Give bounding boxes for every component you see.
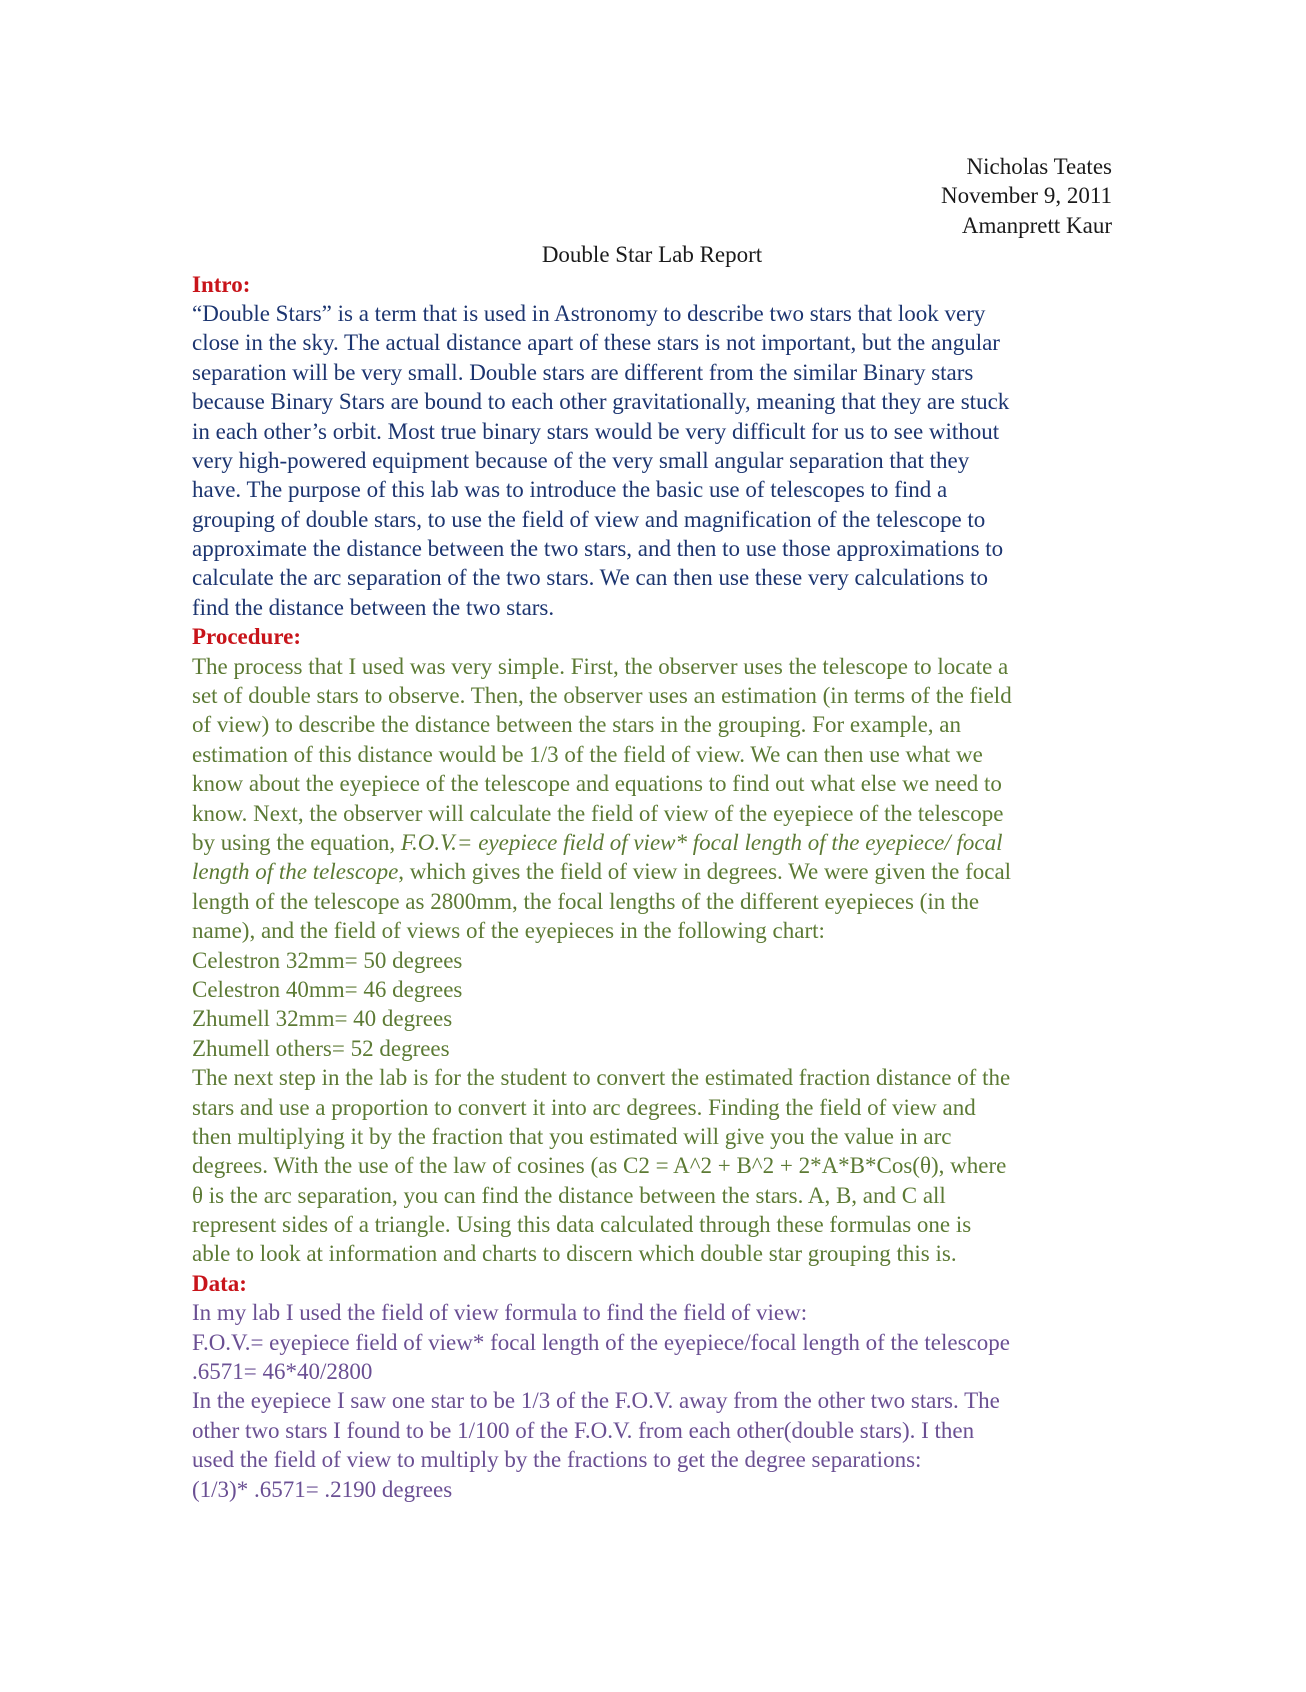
- data-line: In the eyepiece I saw one star to be 1/3 of the F.O.V. away from the other two stars. The: [192, 1388, 1000, 1414]
- document-page: [192, 152, 1112, 1504]
- data-calculation-line: (1/3)* .6571= .2190 degrees: [192, 1476, 453, 1502]
- formula-text-continued: length of the telescope: [192, 859, 399, 885]
- procedure-paragraph: [192, 652, 1112, 1269]
- intro-line: grouping of double stars, to use the field of view and magnification of the telescope to: [192, 506, 986, 532]
- data-paragraph: [192, 1298, 1112, 1504]
- intro-line: calculate the arc separation of the two stars. We can then use these very calculations to: [192, 565, 989, 591]
- intro-line: “Double Stars” is a term that is used in Astronomy to describe two stars that look very: [192, 300, 986, 326]
- eyepiece-chart-row: Celestron 32mm= 50 degrees: [192, 947, 463, 973]
- data-calculation-line: .6571= 46*40/2800: [192, 1359, 373, 1385]
- formula-intro-text: by using the equation,: [192, 829, 401, 855]
- eyepiece-chart-row: Zhumell others= 52 degrees: [192, 1035, 450, 1061]
- procedure-line: length of the telescope as 2800mm, the focal lengths of the different eyepieces (in the: [192, 888, 980, 914]
- procedure-line: θ is the arc separation, you can find the distance between the stars. A, B, and C all: [192, 1182, 946, 1208]
- partner-name: Amanprett Kaur: [961, 212, 1112, 238]
- procedure-line: then multiplying it by the fraction that you estimated will give you the value in arc: [192, 1123, 952, 1149]
- procedure-line: degrees. With the use of the law of cosines (as C2 = A^2 + B^2 + 2*A*B*Cos(θ), where: [192, 1153, 1007, 1179]
- data-line: other two stars I found to be 1/100 of the F.O.V. from each other(double stars). I then: [192, 1417, 975, 1443]
- intro-line: because Binary Stars are bound to each other gravitationally, meaning that they are stuck: [192, 389, 1010, 415]
- intro-line: have. The purpose of this lab was to introduce the basic use of telescopes to find a: [192, 477, 948, 503]
- eyepiece-chart-row: Zhumell 32mm= 40 degrees: [192, 1006, 453, 1032]
- author-name: Nicholas Teates: [966, 154, 1112, 179]
- formula-text: F.O.V.= eyepiece field of view* focal length of the eyepiece/ focal: [400, 829, 1003, 855]
- procedure-line: The process that I used was very simple. First, the observer uses the telescope to locate a: [192, 653, 1009, 679]
- procedure-line: represent sides of a triangle. Using this data calculated through these formulas one is: [192, 1212, 972, 1238]
- intro-line: approximate the distance between the two stars, and then to use those approximations to: [192, 536, 1004, 562]
- procedure-formula-line: [192, 857, 1112, 886]
- eyepiece-chart-row: Celestron 40mm= 46 degrees: [192, 976, 463, 1002]
- procedure-line: name), and the field of views of the eyepieces in the following chart:: [192, 918, 825, 944]
- procedure-line: able to look at information and charts to discern which double star grouping this is.: [192, 1241, 957, 1267]
- formula-followup-text: , which gives the field of view in degrees. We were given the focal: [398, 859, 1012, 885]
- report-date: November 9, 2011: [941, 183, 1112, 209]
- procedure-line: of view) to describe the distance between the stars in the grouping. For example, an: [192, 712, 961, 738]
- procedure-formula-line: [192, 828, 1112, 857]
- intro-line: in each other’s orbit. Most true binary stars would be very difficult for us to see without: [192, 418, 1000, 444]
- data-heading: Data:: [192, 1270, 247, 1296]
- procedure-line: stars and use a proportion to convert it into arc degrees. Finding the field of view and: [192, 1094, 976, 1120]
- intro-line: very high-powered equipment because of the very small angular separation that they: [192, 447, 970, 473]
- procedure-line: know about the eyepiece of the telescope and equations to find out what else we need to: [192, 771, 1002, 797]
- intro-heading: Intro:: [192, 271, 251, 297]
- intro-line: separation will be very small. Double stars are different from the similar Binary stars: [192, 359, 974, 385]
- intro-line: close in the sky. The actual distance apart of these stars is not important, but the angular: [192, 330, 1000, 356]
- procedure-heading: Procedure:: [192, 624, 302, 650]
- data-line: In my lab I used the field of view formula to find the field of view:: [192, 1300, 808, 1326]
- data-line: used the field of view to multiply by the fractions to get the degree separations:: [192, 1447, 922, 1473]
- procedure-line: The next step in the lab is for the student to convert the estimated fraction distance of the: [192, 1065, 1011, 1091]
- data-formula-line: F.O.V.= eyepiece field of view* focal length of the eyepiece/focal length of the telescope: [192, 1329, 1010, 1355]
- procedure-line: know. Next, the observer will calculate the field of view of the eyepiece of the telescope: [192, 800, 1004, 826]
- intro-line: find the distance between the two stars.: [192, 594, 555, 620]
- report-title: Double Star Lab Report: [541, 242, 763, 268]
- procedure-line: estimation of this distance would be 1/3 of the field of view. We can then use what we: [192, 741, 983, 767]
- procedure-line: set of double stars to observe. Then, the observer uses an estimation (in terms of the field: [192, 683, 1012, 709]
- intro-paragraph: [192, 299, 1112, 622]
